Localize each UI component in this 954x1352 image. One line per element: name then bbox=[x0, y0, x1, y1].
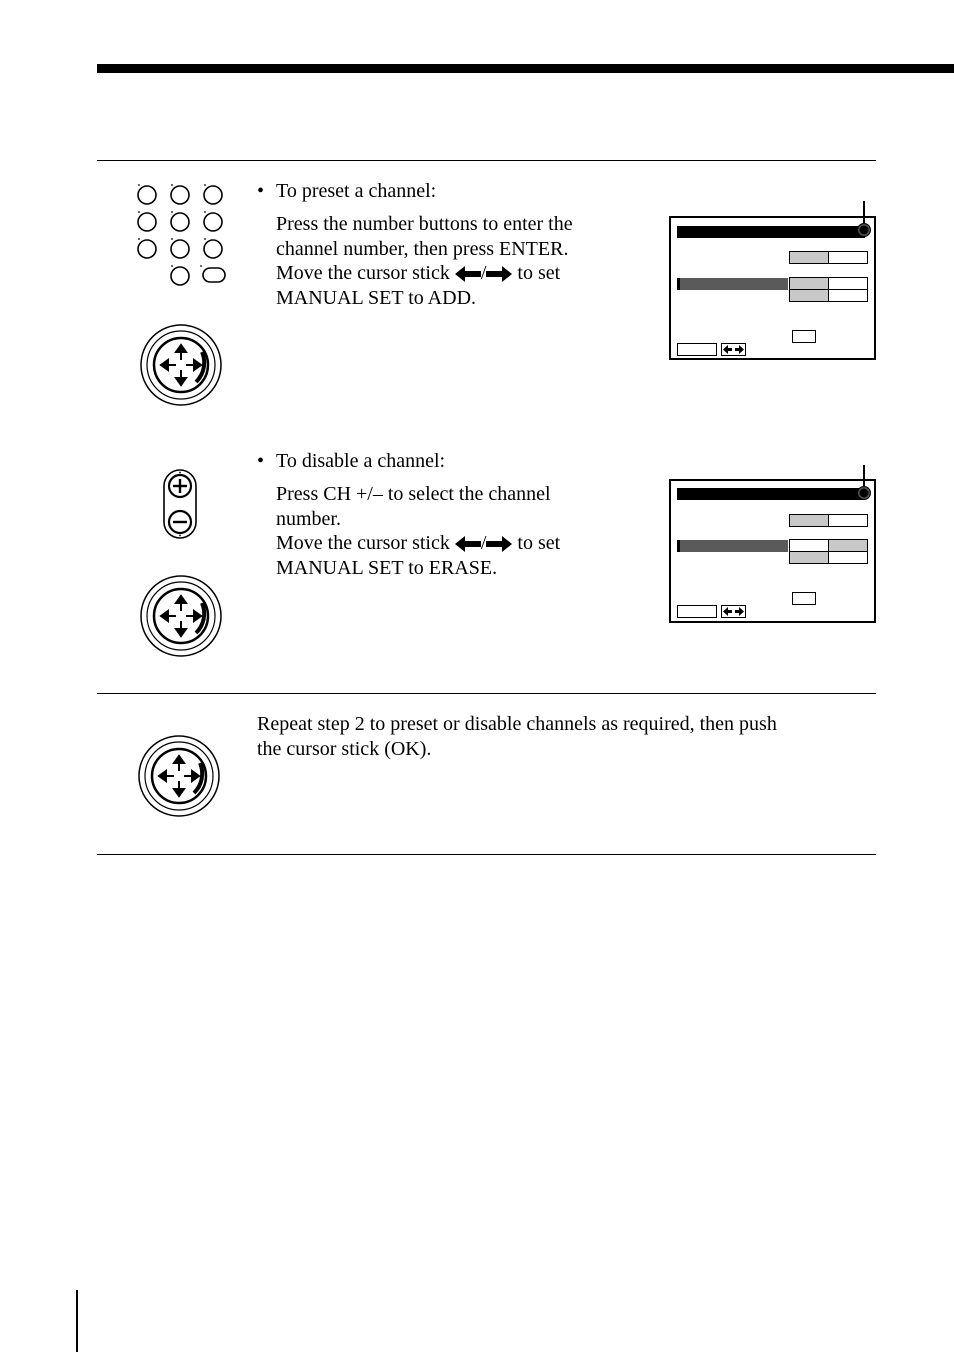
bullet: • bbox=[257, 450, 265, 472]
section-divider-bottom bbox=[97, 854, 876, 855]
number-button-grid-icon bbox=[130, 180, 230, 290]
cursor-stick-icon bbox=[138, 573, 224, 659]
instruction-line: number. bbox=[276, 507, 341, 530]
right-arrow-icon bbox=[486, 266, 512, 282]
margin-line bbox=[76, 1290, 78, 1352]
right-arrow-icon bbox=[486, 536, 512, 552]
menu-option-cell bbox=[789, 289, 829, 302]
left-arrow-icon bbox=[455, 536, 481, 552]
instruction-line: Press CH +/– to select the channel bbox=[276, 483, 551, 505]
arrow-separator: / bbox=[480, 262, 487, 284]
heading-text: To preset a channel: bbox=[276, 180, 437, 202]
left-right-arrow-icon bbox=[721, 605, 746, 618]
selected-row-highlight bbox=[677, 540, 788, 552]
cursor-indicator-dot bbox=[857, 223, 871, 237]
instruction-line: the cursor stick (OK). bbox=[257, 737, 432, 760]
repeat-instructions bbox=[257, 712, 867, 761]
instruction-text: Move the cursor stick bbox=[276, 532, 450, 554]
selected-row-highlight bbox=[677, 278, 788, 290]
instruction-line: Repeat step 2 to preset or disable channels as required, then push bbox=[257, 713, 777, 735]
instruction-line bbox=[276, 531, 636, 556]
instruction-text: Move the cursor stick bbox=[276, 262, 450, 284]
heading-text: To disable a channel: bbox=[276, 450, 446, 472]
left-right-arrow-icon bbox=[721, 343, 746, 356]
manual-set-menu-screen bbox=[669, 216, 876, 360]
instruction-text: to set bbox=[517, 262, 561, 284]
preset-instructions bbox=[276, 212, 636, 310]
top-rule bbox=[97, 64, 954, 73]
menu-footer-box bbox=[677, 605, 717, 618]
section-divider-middle bbox=[97, 693, 876, 694]
bullet: • bbox=[257, 180, 265, 202]
instruction-text: to set bbox=[517, 532, 561, 554]
menu-value-cell bbox=[828, 514, 868, 527]
preset-heading bbox=[257, 179, 436, 203]
menu-small-box bbox=[792, 592, 816, 605]
menu-value-cell bbox=[789, 251, 829, 264]
cursor-indicator-pin bbox=[863, 201, 865, 223]
menu-option-cell bbox=[789, 551, 829, 564]
menu-value-cell bbox=[828, 251, 868, 264]
menu-value-cell bbox=[789, 514, 829, 527]
menu-footer-box bbox=[677, 343, 717, 356]
arrow-separator: / bbox=[480, 532, 487, 554]
menu-small-box bbox=[792, 330, 816, 343]
cursor-stick-icon bbox=[138, 322, 224, 408]
instruction-line: channel number, then press ENTER. bbox=[276, 237, 569, 260]
section-divider-top bbox=[97, 160, 876, 161]
left-arrow-icon bbox=[455, 266, 481, 282]
instruction-line: MANUAL SET to ADD. bbox=[276, 286, 477, 309]
instruction-line: MANUAL SET to ERASE. bbox=[276, 556, 498, 579]
cursor-indicator-dot bbox=[857, 486, 871, 500]
channel-plus-minus-icon bbox=[162, 468, 198, 540]
manual-set-menu-screen bbox=[669, 479, 876, 623]
menu-option-cell bbox=[828, 551, 868, 564]
menu-option-cell bbox=[828, 289, 868, 302]
cursor-stick-icon bbox=[136, 733, 222, 819]
instruction-line bbox=[276, 261, 636, 286]
menu-title-bar bbox=[677, 226, 865, 238]
instruction-line: Press the number buttons to enter the bbox=[276, 213, 573, 235]
cursor-indicator-pin bbox=[863, 465, 865, 486]
menu-title-bar bbox=[677, 488, 865, 500]
disable-instructions bbox=[276, 482, 636, 580]
disable-heading bbox=[257, 449, 445, 473]
